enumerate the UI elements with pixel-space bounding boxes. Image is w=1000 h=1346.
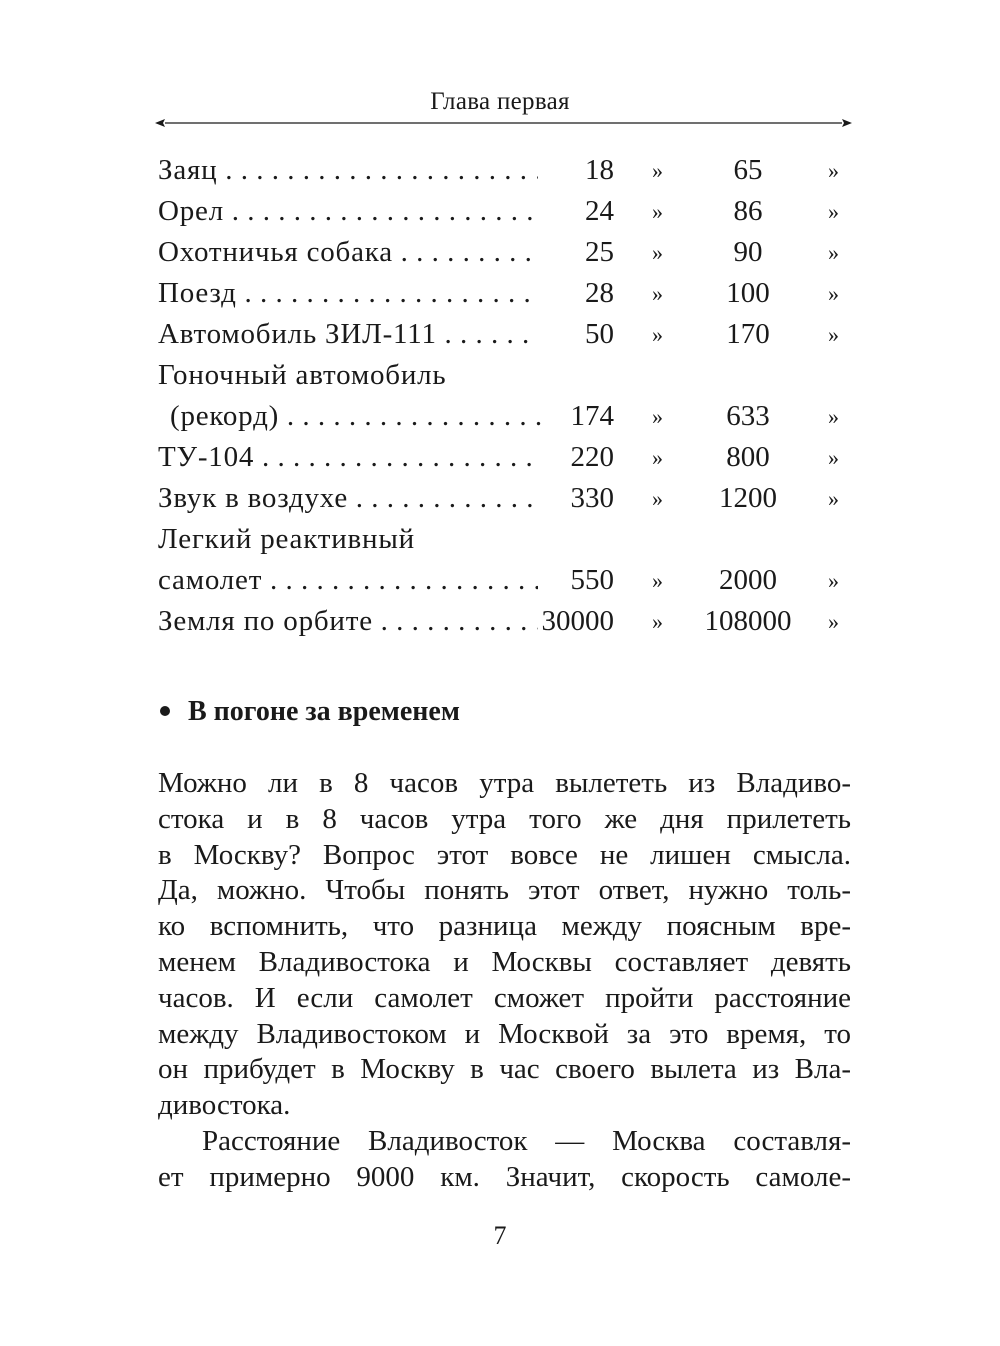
speed-table: [158, 150, 858, 642]
row-name: Звук в воздухе . . .: [158, 478, 538, 519]
ditto-mark: »: [652, 240, 663, 265]
table-row: [158, 478, 858, 519]
ditto-mark: »: [652, 486, 663, 511]
header-rule: [155, 116, 852, 130]
ditto-mark: »: [828, 281, 839, 306]
ditto-mark: »: [652, 281, 663, 306]
ditto-mark: »: [652, 404, 663, 429]
text-line: ко вспомнить, что разница между поясным вре-: [158, 910, 851, 943]
ditto-mark: »: [828, 322, 839, 347]
running-header: Глава первая: [430, 88, 570, 115]
ditto-mark: »: [652, 445, 663, 470]
table-row: [158, 396, 858, 437]
value-seconds: 30000: [538, 601, 615, 642]
row-name: Гоночный автомобиль: [158, 359, 447, 391]
paragraph-2: [158, 1124, 851, 1196]
value-seconds: 550: [567, 560, 615, 601]
ditto-mark: »: [828, 568, 839, 593]
ditto-mark: »: [828, 609, 839, 634]
value-hour: 108000: [704, 605, 792, 637]
value-hour: 90: [733, 236, 763, 268]
value-hour: 1200: [719, 482, 777, 514]
text-line: дивостока.: [158, 1089, 291, 1122]
row-name: Орел . . .: [158, 191, 538, 232]
value-hour: 170: [726, 318, 770, 350]
paragraph-1: [158, 766, 851, 1124]
text-line: часов. И если самолет сможет пройти расстояние: [158, 981, 851, 1014]
ditto-mark: »: [828, 199, 839, 224]
body-text: [158, 766, 851, 1196]
section-heading: [160, 696, 460, 728]
ditto-mark: »: [828, 240, 839, 265]
value-hour: 633: [726, 400, 770, 432]
text-line: между Владивостоком и Москвой за это время, то: [158, 1017, 851, 1050]
value-seconds: 50: [581, 314, 614, 355]
text-line: Да, можно. Чтобы понять этот ответ, нужно толь-: [158, 874, 851, 907]
row-name: (рекорд) . . .: [158, 396, 550, 437]
table-row: [158, 232, 858, 273]
table-row: [158, 601, 858, 642]
value-seconds: 25: [581, 232, 614, 273]
table-row: [158, 560, 858, 601]
value-hour: 2000: [719, 564, 777, 596]
ditto-mark: »: [652, 322, 663, 347]
ditto-mark: »: [652, 199, 663, 224]
text-line: Расстояние Владивосток — Москва составля-: [202, 1124, 851, 1157]
text-line: менем Владивостока и Москвы составляет девять: [158, 945, 851, 978]
value-seconds: 220: [567, 437, 615, 478]
bullet-icon: [160, 706, 170, 716]
ditto-mark: »: [828, 404, 839, 429]
table-row: [158, 150, 858, 191]
text-line: в Москву? Вопрос этот вовсе не лишен смысла.: [158, 838, 851, 871]
text-line: он прибудет в Москву в час своего вылета из Вла-: [158, 1053, 851, 1086]
value-seconds: 330: [567, 478, 615, 519]
text-line: ет примерно 9000 км. Значит, скорость самоле-: [158, 1160, 851, 1193]
text-line: стока и в 8 часов утра того же дня прилететь: [158, 802, 851, 835]
ditto-mark: »: [652, 568, 663, 593]
table-row: [158, 191, 858, 232]
row-name: Автомобиль ЗИЛ-111 . . .: [158, 314, 538, 355]
table-row: [158, 437, 858, 478]
table-row: [158, 273, 858, 314]
row-name: самолет . . .: [158, 560, 538, 601]
ditto-mark: »: [828, 445, 839, 470]
value-seconds: 18: [581, 150, 614, 191]
row-name: Легкий реактивный: [158, 523, 415, 555]
value-seconds: 174: [567, 396, 615, 437]
value-seconds: 24: [581, 191, 614, 232]
value-hour: 800: [726, 441, 770, 473]
row-name: Охотничья собака . . .: [158, 232, 538, 273]
table-row: [158, 355, 858, 396]
row-name: Заяц . . .: [158, 150, 538, 191]
table-row: [158, 314, 858, 355]
text-line: Можно ли в 8 часов утра вылететь из Владиво-: [158, 767, 851, 799]
value-hour: 65: [733, 154, 763, 186]
row-name: ТУ-104 . . .: [158, 437, 538, 478]
ditto-mark: »: [828, 486, 839, 511]
row-name: Земля по орбите . . .: [158, 601, 538, 642]
value-hour: 86: [733, 195, 763, 227]
ditto-mark: »: [828, 158, 839, 183]
section-title: В погоне за временем: [188, 696, 460, 727]
value-hour: 100: [726, 277, 770, 309]
value-seconds: 28: [581, 273, 614, 314]
table-row: [158, 519, 858, 560]
page-number: 7: [493, 1221, 507, 1250]
ditto-mark: »: [652, 609, 663, 634]
row-name: Поезд . . .: [158, 273, 538, 314]
ditto-mark: »: [652, 158, 663, 183]
